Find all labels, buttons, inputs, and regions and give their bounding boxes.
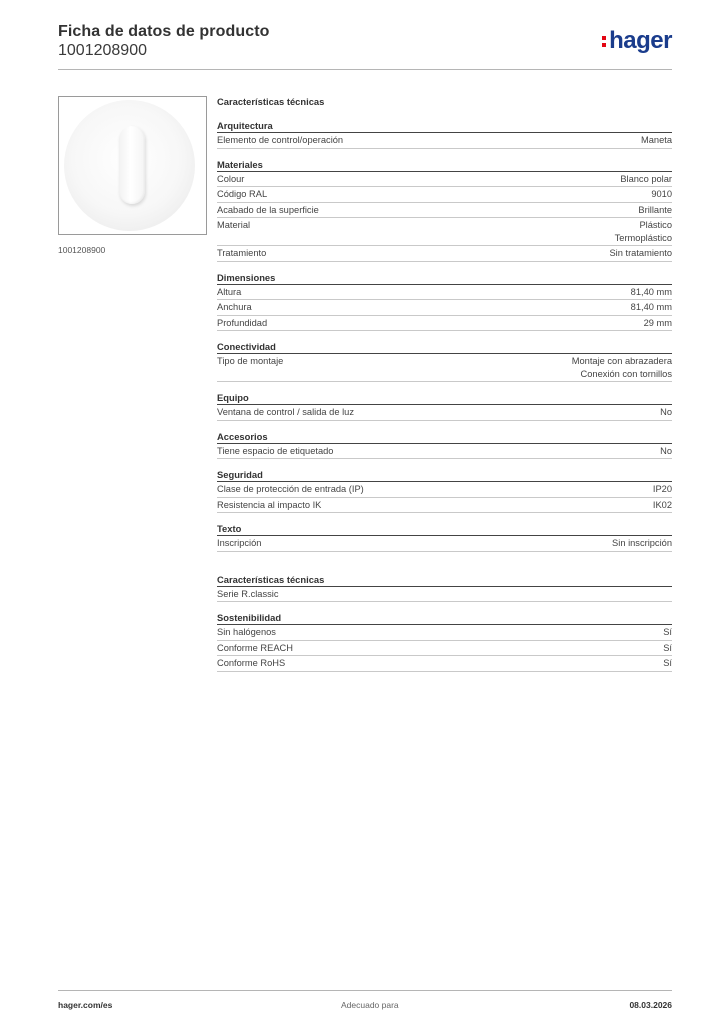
logo-dots-icon xyxy=(602,30,608,48)
product-number: 1001208900 xyxy=(58,42,147,59)
spec-value-line: Blanco polar xyxy=(620,173,672,184)
spec-value xyxy=(644,317,672,330)
document-title: Ficha de datos de producto xyxy=(58,23,270,40)
spec-label: Colour xyxy=(217,173,245,184)
spec-label: Inscripción xyxy=(217,538,262,548)
spec-label: Elemento de control/operación xyxy=(217,135,344,145)
spec-label: Código RAL xyxy=(217,189,268,199)
spec-value xyxy=(651,188,672,201)
spec-label: Ventana de control / salida de luz xyxy=(217,407,354,417)
spec-value-line: Termoplástico xyxy=(614,232,672,243)
hager-logo xyxy=(602,28,672,54)
footer-website: hager.com/es xyxy=(58,1000,113,1010)
spec-value-line: Brillante xyxy=(638,204,672,215)
page-footer xyxy=(58,990,672,1010)
spec-value-line: Plástico xyxy=(639,220,672,230)
spec-label: Tratamiento xyxy=(217,248,267,258)
spec-row xyxy=(217,203,672,219)
spec-group-title: Características técnicas xyxy=(217,574,672,587)
spec-group-title: Dimensiones xyxy=(217,272,672,285)
spec-value-line: No xyxy=(660,407,672,417)
spec-row xyxy=(217,316,672,332)
spec-label: Tiene espacio de etiquetado xyxy=(217,445,334,456)
specs-heading: Características técnicas xyxy=(217,96,325,107)
spec-value xyxy=(638,204,672,217)
spec-row xyxy=(217,300,672,316)
spec-label: Clase de protección de entrada (IP) xyxy=(217,484,364,494)
spec-row xyxy=(217,246,672,262)
spec-value-line: Maneta xyxy=(640,135,672,145)
spec-row xyxy=(217,587,672,603)
spec-group xyxy=(217,469,672,513)
spec-value-line: Sin inscripción xyxy=(612,538,672,548)
spec-group-title: Equipo xyxy=(217,392,672,405)
spec-group xyxy=(217,574,672,603)
spec-row xyxy=(217,172,672,188)
page-header xyxy=(58,22,672,70)
spec-label: Sin halógenos xyxy=(217,627,276,637)
spec-groups-secondary xyxy=(217,574,672,672)
spec-group xyxy=(217,392,672,421)
spec-row xyxy=(217,641,672,657)
logo-text: hager xyxy=(609,27,672,54)
spec-group xyxy=(217,612,672,672)
spec-value xyxy=(663,657,672,670)
spec-value-line: Sí xyxy=(663,627,672,637)
spec-row xyxy=(217,444,672,460)
spec-group-title: Texto xyxy=(217,523,672,536)
spec-value-line: Conexión con tornillos xyxy=(580,368,672,379)
spec-value xyxy=(631,286,672,299)
spec-row xyxy=(217,625,672,641)
spec-label: Tipo de montaje xyxy=(217,356,284,366)
spec-value xyxy=(631,301,672,314)
spec-group-title: Sostenibilidad xyxy=(217,612,672,625)
spec-row xyxy=(217,187,672,203)
spec-label: Altura xyxy=(217,286,242,297)
spec-row xyxy=(217,482,672,498)
spec-value-line: IP20 xyxy=(652,484,672,494)
knob-handle xyxy=(119,126,145,204)
spec-value-line: 81,40 mm xyxy=(630,286,672,297)
spec-value xyxy=(653,483,672,496)
spec-value-line: Sí xyxy=(663,658,672,668)
technical-specs xyxy=(217,96,672,674)
spec-value xyxy=(660,406,672,419)
spec-group-title: Accesorios xyxy=(217,431,672,444)
spec-row xyxy=(217,405,672,421)
spec-value xyxy=(663,626,672,639)
spec-label: Acabado de la superficie xyxy=(217,204,319,215)
spec-value xyxy=(615,219,672,244)
spec-label: Conforme RoHS xyxy=(217,658,286,668)
spec-row xyxy=(217,498,672,514)
spec-value-line: Montaje con abrazadera xyxy=(571,356,672,366)
spec-group xyxy=(217,272,672,332)
spec-label: Material xyxy=(217,220,251,230)
spec-group xyxy=(217,159,672,262)
spec-value-line: 9010 xyxy=(651,189,672,199)
spec-value xyxy=(609,247,672,260)
spec-group xyxy=(217,120,672,149)
spec-groups xyxy=(217,120,672,552)
spec-value-line: 29 mm xyxy=(643,317,672,328)
spec-value xyxy=(660,445,672,458)
spec-value xyxy=(572,355,672,380)
product-image-caption: 1001208900 xyxy=(58,245,106,255)
spec-label: Profundidad xyxy=(217,317,268,328)
footer-middle-text: Adecuado para xyxy=(341,1000,399,1010)
spec-group-title: Materiales xyxy=(217,159,672,172)
spec-value-line: Sin tratamiento xyxy=(609,248,672,258)
spec-label: Anchura xyxy=(217,302,252,312)
spec-label: Serie R.classic xyxy=(217,588,279,599)
spec-value xyxy=(620,173,672,186)
spec-row xyxy=(217,133,672,149)
spec-row xyxy=(217,656,672,672)
product-image xyxy=(58,96,207,235)
spec-group xyxy=(217,431,672,460)
spec-group-title: Conectividad xyxy=(217,341,672,354)
spec-group xyxy=(217,341,672,382)
spec-group-title: Arquitectura xyxy=(217,120,672,133)
spec-value-line: No xyxy=(660,445,672,456)
spec-value xyxy=(653,499,672,512)
spec-label: Conforme REACH xyxy=(217,642,293,653)
spec-group-title: Seguridad xyxy=(217,469,672,482)
spec-value xyxy=(663,642,672,655)
spec-row xyxy=(217,285,672,301)
spec-value xyxy=(641,134,672,147)
spec-value-line: Sí xyxy=(663,642,672,653)
spec-row xyxy=(217,354,672,382)
spec-row xyxy=(217,218,672,246)
spec-group xyxy=(217,523,672,552)
spec-row xyxy=(217,536,672,552)
spec-value xyxy=(612,537,672,550)
spec-label: Resistencia al impacto IK xyxy=(217,499,322,510)
rotary-knob-image xyxy=(64,100,195,231)
footer-date: 08.03.2026 xyxy=(629,1000,672,1010)
spec-value-line: IK02 xyxy=(652,499,672,510)
spec-value-line: 81,40 mm xyxy=(630,302,672,312)
